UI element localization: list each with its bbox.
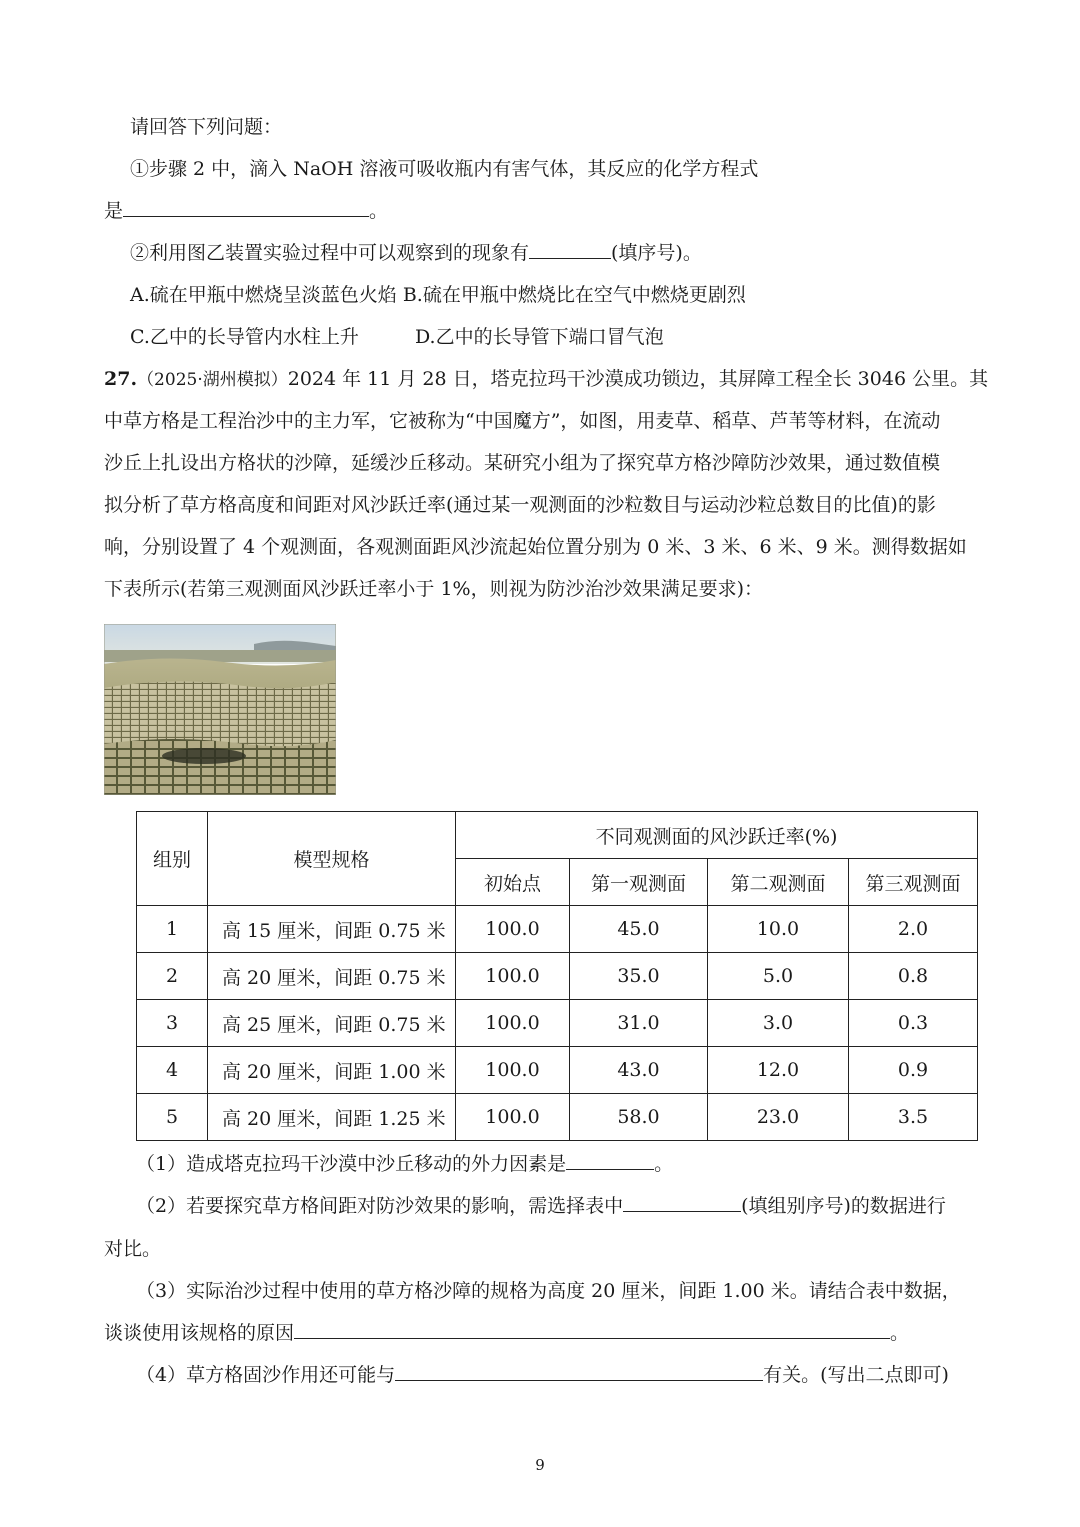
subheader-initial: 初始点 [456, 859, 570, 906]
cell-initial: 100.0 [456, 953, 570, 1000]
cell-first: 35.0 [570, 953, 708, 1000]
q26-sub2 [130, 240, 702, 266]
q27-sub3-text: 谈谈使用该规格的原因 [104, 1322, 295, 1344]
subheader-third: 第三观测面 [849, 859, 978, 906]
cell-third: 0.3 [849, 1000, 978, 1047]
cell-spec: 高 20 厘米，间距 1.25 米 [208, 1094, 456, 1141]
q27-sub2-suffix: (填组别序号)的数据进行 [741, 1195, 946, 1217]
table-row [137, 1000, 978, 1047]
cell-third: 0.8 [849, 953, 978, 1000]
q27-sub1-text: （1）造成塔克拉玛干沙漠中沙丘移动的外力因素是 [136, 1153, 567, 1175]
cell-spec: 高 20 厘米，间距 1.00 米 [208, 1047, 456, 1094]
header-spec: 模型规格 [208, 812, 456, 906]
q26-sub1-line1: ①步骤 2 中，滴入 NaOH 溶液可吸收瓶内有害气体，其反应的化学方程式 [130, 158, 759, 180]
q27-sub3-suffix: 。 [890, 1322, 910, 1344]
cell-spec: 高 15 厘米，间距 0.75 米 [208, 906, 456, 953]
table-row [137, 953, 978, 1000]
q27-sub3-line1: （3）实际治沙过程中使用的草方格沙障的规格为高度 20 厘米，间距 1.00 米。请结合表中数据， [136, 1280, 961, 1302]
q27-sub4 [136, 1362, 949, 1388]
q27-sub3-answer-blank[interactable] [294, 1320, 890, 1339]
page-number: 9 [535, 1456, 545, 1474]
cell-third: 0.9 [849, 1047, 978, 1094]
cell-third: 3.5 [849, 1094, 978, 1141]
cell-first: 31.0 [570, 1000, 708, 1047]
q27-sub4-answer-blank[interactable] [395, 1362, 763, 1381]
cell-group: 4 [137, 1047, 208, 1094]
q27-number: 27. [104, 368, 138, 390]
q27-source: （2025·湖州模拟） [137, 370, 288, 390]
q26-sub1-suffix: 。 [369, 200, 389, 222]
q27-stem-line4: 拟分析了草方格高度和间距对风沙跃迁率(通过某一观测面的沙粒数目与运动沙粒总数目的比值)的影 [104, 494, 936, 516]
q27-sub2 [136, 1193, 946, 1219]
q27-stem-line3: 沙丘上扎设出方格状的沙障，延缓沙丘移动。某研究小组为了探究草方格沙障防沙效果，通过数值模 [104, 452, 941, 474]
cell-spec: 高 25 厘米，间距 0.75 米 [208, 1000, 456, 1047]
q26-option-d: D.乙中的长导管下端口冒气泡 [415, 326, 664, 348]
q26-option-c: C.乙中的长导管内水柱上升 [130, 326, 359, 348]
header-group: 组别 [137, 812, 208, 906]
cell-second: 23.0 [708, 1094, 849, 1141]
cell-initial: 100.0 [456, 1094, 570, 1141]
cell-second: 10.0 [708, 906, 849, 953]
cell-group: 2 [137, 953, 208, 1000]
cell-initial: 100.0 [456, 906, 570, 953]
cell-initial: 100.0 [456, 1000, 570, 1047]
wind-sand-rate-table [136, 811, 978, 1141]
q26-option-b: B.硫在甲瓶中燃烧比在空气中燃烧更剧烈 [402, 284, 746, 306]
table-row [137, 906, 978, 953]
q27-sub4-text: （4）草方格固沙作用还可能与 [136, 1364, 396, 1386]
cell-second: 12.0 [708, 1047, 849, 1094]
q26-sub1-prefix: 是 [104, 200, 124, 222]
q26-sub2-prefix: ②利用图乙装置实验过程中可以观察到的现象有 [130, 242, 530, 264]
q27-stem-line1 [104, 366, 988, 393]
q27-sub1-answer-blank[interactable] [566, 1151, 654, 1170]
cell-group: 3 [137, 1000, 208, 1047]
cell-second: 5.0 [708, 953, 849, 1000]
cell-group: 1 [137, 906, 208, 953]
q27-sub3-line2 [104, 1320, 909, 1346]
cell-first: 58.0 [570, 1094, 708, 1141]
table-row [137, 1047, 978, 1094]
straw-checkerboard-photo [104, 624, 336, 795]
subheader-second: 第二观测面 [708, 859, 849, 906]
q27-sub2-answer-blank[interactable] [623, 1193, 741, 1212]
q27-sub2-text: （2）若要探究草方格间距对防沙效果的影响，需选择表中 [136, 1195, 624, 1217]
cell-first: 43.0 [570, 1047, 708, 1094]
q26-intro: 请回答下列问题： [130, 116, 283, 138]
q26-options-ab [130, 282, 746, 308]
cell-first: 45.0 [570, 906, 708, 953]
cell-group: 5 [137, 1094, 208, 1141]
q26-sub2-suffix: (填序号)。 [611, 242, 702, 264]
q26-sub1-answer-blank[interactable] [123, 198, 369, 217]
cell-spec: 高 20 厘米，间距 0.75 米 [208, 953, 456, 1000]
q26-sub1-line2 [104, 198, 388, 224]
q27-sub1 [136, 1151, 673, 1177]
q26-sub2-answer-blank[interactable] [529, 240, 611, 259]
q27-sub2-cont: 对比。 [104, 1238, 162, 1260]
q26-option-a: A.硫在甲瓶中燃烧呈淡蓝色火焰 [130, 284, 397, 306]
q27-sub1-suffix: 。 [654, 1153, 674, 1175]
q27-stem-line6: 下表所示(若第三观测面风沙跃迁率小于 1%，则视为防沙治沙效果满足要求)： [104, 578, 764, 600]
q26-options-cd [130, 324, 664, 350]
q27-stem-line2: 中草方格是工程治沙中的主力军，它被称为“中国魔方”，如图，用麦草、稻草、芦苇等材料，在流动 [104, 410, 941, 432]
q27-sub4-suffix: 有关。(写出二点即可) [763, 1364, 949, 1386]
subheader-first: 第一观测面 [570, 859, 708, 906]
q27-stem-line5: 响，分别设置了 4 个观测面，各观测面距风沙流起始位置分别为 0 米、3 米、6 米、9 米。测得数据如 [104, 536, 967, 558]
table-row [137, 1094, 978, 1141]
cell-second: 3.0 [708, 1000, 849, 1047]
cell-third: 2.0 [849, 906, 978, 953]
cell-initial: 100.0 [456, 1047, 570, 1094]
header-rate: 不同观测面的风沙跃迁率(%) [456, 812, 978, 859]
q27-line1: 2024 年 11 月 28 日，塔克拉玛干沙漠成功锁边，其屏障工程全长 3046 公里。其 [287, 368, 989, 390]
